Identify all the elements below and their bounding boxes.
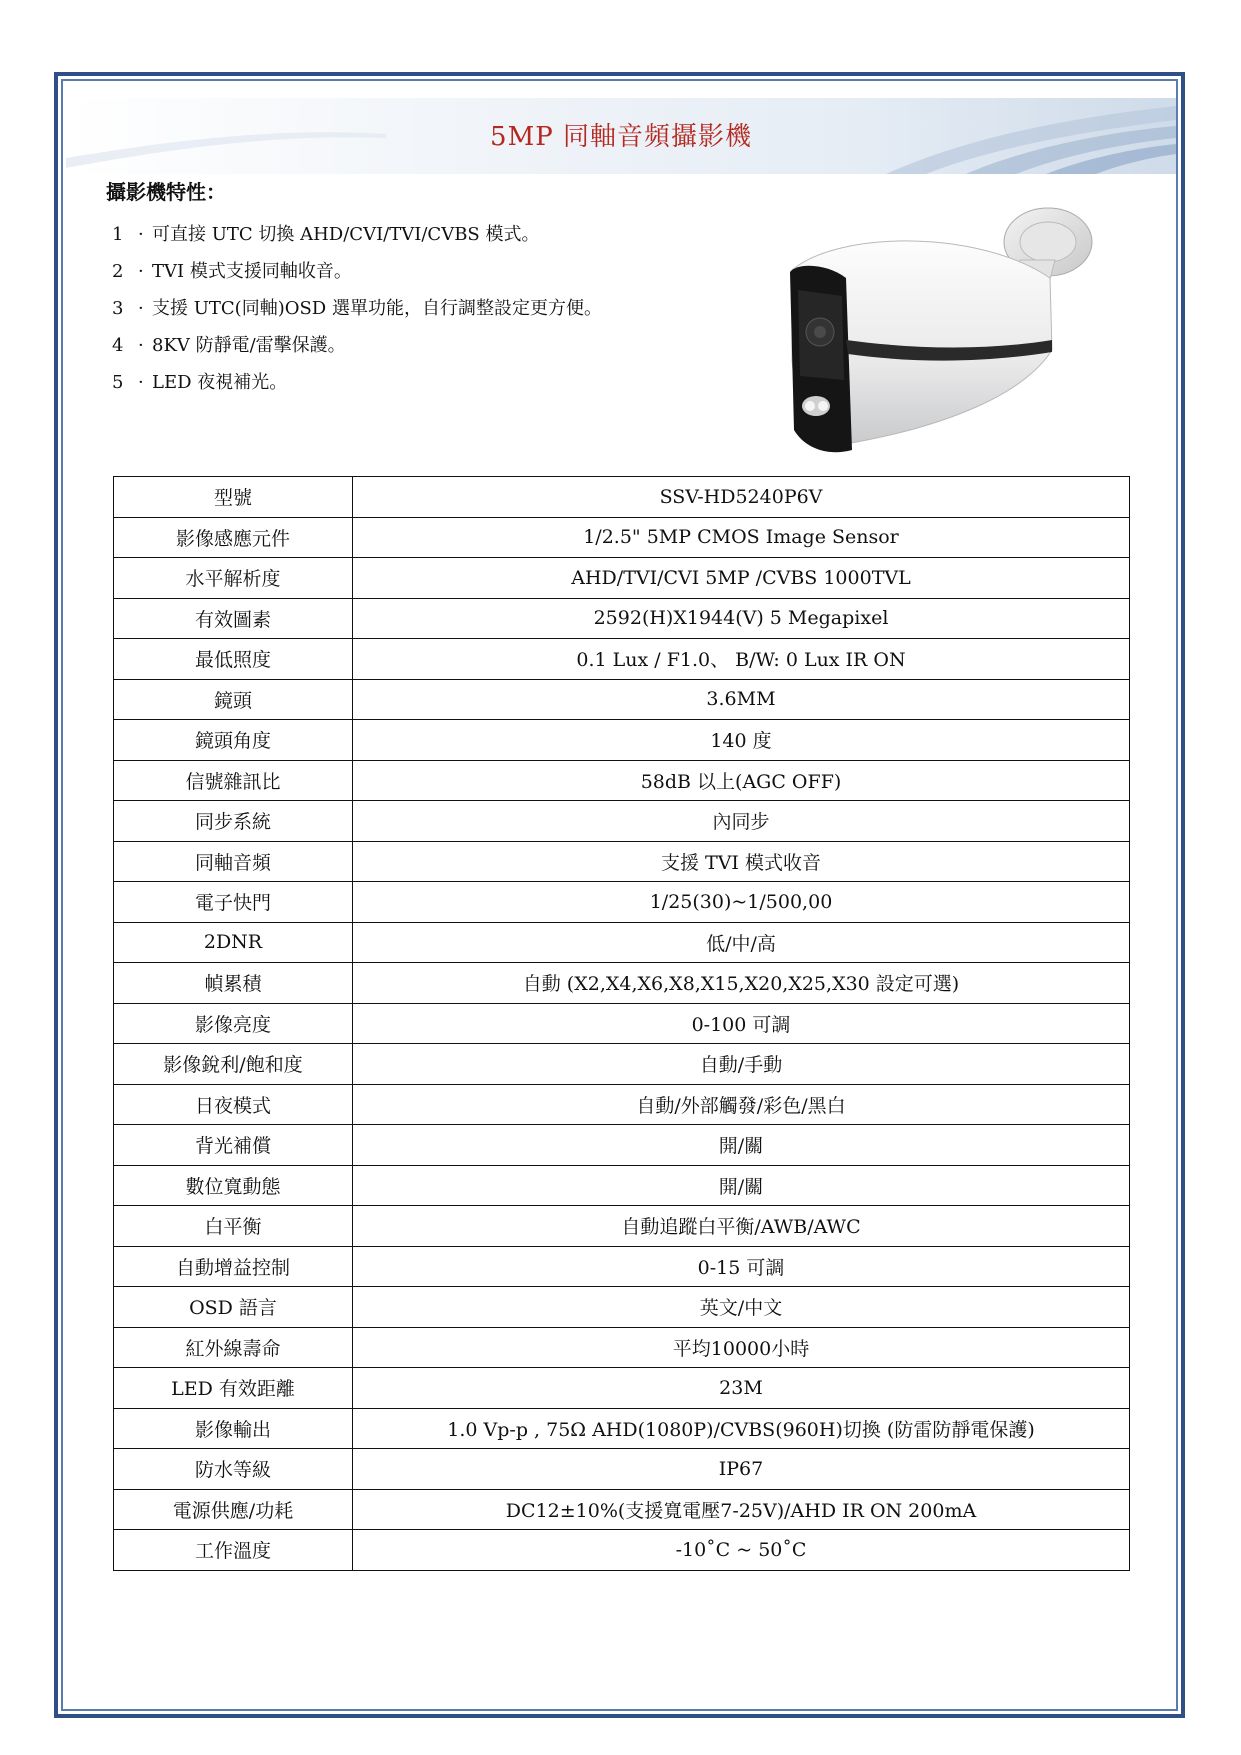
spec-label: 電源供應/功耗 [114, 1489, 353, 1530]
spec-value: 1/2.5" 5MP CMOS Image Sensor [353, 517, 1130, 558]
table-row [114, 1165, 1130, 1206]
bullet-dot: · [138, 335, 144, 356]
spec-label: 幀累積 [114, 963, 353, 1004]
table-row [114, 1125, 1130, 1166]
feature-item [112, 253, 602, 290]
table-row [114, 963, 1130, 1004]
table-row [114, 760, 1130, 801]
bullet-camera-image [780, 200, 1110, 460]
bullet-dot: · [138, 224, 144, 245]
table-row [114, 1084, 1130, 1125]
feature-item [112, 290, 602, 327]
features-heading: 攝影機特性： [106, 180, 226, 204]
spec-label: 背光補償 [114, 1125, 353, 1166]
table-row [114, 841, 1130, 882]
table-row [114, 639, 1130, 680]
spec-label: 數位寬動態 [114, 1165, 353, 1206]
page-title: 5MP 同軸音頻攝影機 [490, 122, 752, 152]
feature-text: 支援 UTC(同軸)OSD 選單功能，自行調整設定更方便。 [152, 298, 602, 319]
spec-value: 0.1 Lux / F1.0、 B/W: 0 Lux IR ON [353, 639, 1130, 680]
spec-label: 影像銳利/飽和度 [114, 1044, 353, 1085]
spec-label: 信號雜訊比 [114, 760, 353, 801]
spec-value: -10˚C ~ 50˚C [353, 1530, 1130, 1571]
spec-label: 工作溫度 [114, 1530, 353, 1571]
spec-label: 電子快門 [114, 882, 353, 923]
spec-value: 140 度 [353, 720, 1130, 761]
feature-item [112, 364, 602, 401]
title-banner [66, 98, 1176, 174]
spec-label: 影像感應元件 [114, 517, 353, 558]
table-row [114, 1368, 1130, 1409]
spec-label: LED 有效距離 [114, 1368, 353, 1409]
spec-value: 開/關 [353, 1165, 1130, 1206]
spec-label: 水平解析度 [114, 558, 353, 599]
table-row [114, 558, 1130, 599]
table-row [114, 720, 1130, 761]
table-row [114, 1044, 1130, 1085]
feature-number: 4 [112, 335, 124, 356]
spec-label: 日夜模式 [114, 1084, 353, 1125]
spec-label: OSD 語言 [114, 1287, 353, 1328]
table-row [114, 1327, 1130, 1368]
feature-number: 2 [112, 261, 124, 282]
spec-label: 同軸音頻 [114, 841, 353, 882]
spec-label: 同步系統 [114, 801, 353, 842]
bullet-dot: · [138, 298, 144, 319]
feature-number: 1 [112, 224, 124, 245]
bullet-dot: · [138, 261, 144, 282]
spec-label: 最低照度 [114, 639, 353, 680]
table-row [114, 1530, 1130, 1571]
spec-value: DC12±10%(支援寬電壓7-25V)/AHD IR ON 200mA [353, 1489, 1130, 1530]
table-row [114, 1489, 1130, 1530]
spec-label: 鏡頭角度 [114, 720, 353, 761]
feature-number: 5 [112, 372, 124, 393]
spec-value: 自動/外部觸發/彩色/黑白 [353, 1084, 1130, 1125]
feature-item [112, 327, 602, 364]
spec-value: 平均10000小時 [353, 1327, 1130, 1368]
table-row [114, 1287, 1130, 1328]
table-row [114, 598, 1130, 639]
table-row [114, 1003, 1130, 1044]
spec-value: 0-15 可調 [353, 1246, 1130, 1287]
spec-value: AHD/TVI/CVI 5MP /CVBS 1000TVL [353, 558, 1130, 599]
spec-value: 1.0 Vp-p , 75Ω AHD(1080P)/CVBS(960H)切換 (防雷防靜電保護) [353, 1408, 1130, 1449]
feature-text: LED 夜視補光。 [152, 372, 288, 393]
table-row [114, 1206, 1130, 1247]
spec-value: 英文/中文 [353, 1287, 1130, 1328]
spec-label: 鏡頭 [114, 679, 353, 720]
table-row [114, 477, 1130, 518]
spec-value: 58dB 以上(AGC OFF) [353, 760, 1130, 801]
spec-value: 自動追蹤白平衡/AWB/AWC [353, 1206, 1130, 1247]
spec-value: 自動 (X2,X4,X6,X8,X15,X20,X25,X30 設定可選) [353, 963, 1130, 1004]
spec-value: 低/中/高 [353, 922, 1130, 963]
spec-value: 自動/手動 [353, 1044, 1130, 1085]
spec-label: 影像輸出 [114, 1408, 353, 1449]
feature-number: 3 [112, 298, 124, 319]
spec-label: 影像亮度 [114, 1003, 353, 1044]
spec-value: IP67 [353, 1449, 1130, 1490]
table-row [114, 922, 1130, 963]
table-row [114, 1246, 1130, 1287]
spec-value: 支援 TVI 模式收音 [353, 841, 1130, 882]
spec-label: 型號 [114, 477, 353, 518]
spec-value: 23M [353, 1368, 1130, 1409]
spec-value: 0-100 可調 [353, 1003, 1130, 1044]
table-row [114, 679, 1130, 720]
feature-text: 可直接 UTC 切換 AHD/CVI/TVI/CVBS 模式。 [152, 224, 540, 245]
spec-label: 白平衡 [114, 1206, 353, 1247]
feature-item [112, 216, 602, 253]
specifications-table [113, 476, 1130, 1571]
feature-text: TVI 模式支援同軸收音。 [152, 261, 352, 282]
spec-label: 防水等級 [114, 1449, 353, 1490]
table-row [114, 882, 1130, 923]
feature-text: 8KV 防靜電/雷擊保護。 [152, 335, 346, 356]
spec-value: 3.6MM [353, 679, 1130, 720]
table-row [114, 517, 1130, 558]
spec-label: 有效圖素 [114, 598, 353, 639]
table-row [114, 1408, 1130, 1449]
spec-value: 1/25(30)~1/500,00 [353, 882, 1130, 923]
spec-label: 自動增益控制 [114, 1246, 353, 1287]
bullet-dot: · [138, 372, 144, 393]
spec-value: 內同步 [353, 801, 1130, 842]
table-row [114, 1449, 1130, 1490]
spec-label: 紅外線壽命 [114, 1327, 353, 1368]
features-list [112, 216, 602, 401]
spec-value: SSV-HD5240P6V [353, 477, 1130, 518]
spec-value: 開/關 [353, 1125, 1130, 1166]
spec-value: 2592(H)X1944(V) 5 Megapixel [353, 598, 1130, 639]
table-row [114, 801, 1130, 842]
spec-label: 2DNR [114, 922, 353, 963]
